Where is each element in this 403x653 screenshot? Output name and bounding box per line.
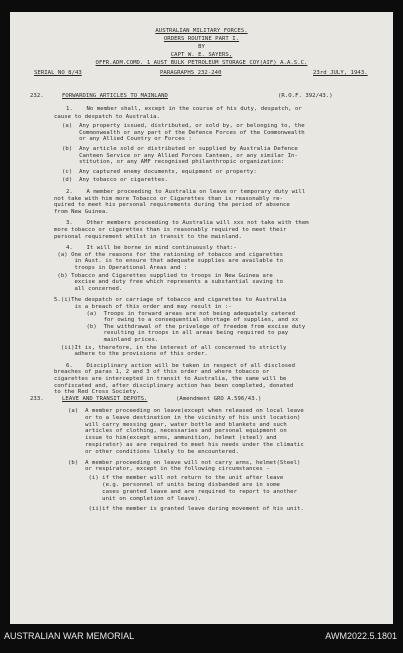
header-title: AUSTRALIAN MILITARY FORCES. <box>155 28 248 34</box>
text-line: Commonwealth or any part of the Defence Forces of the Commonwealth <box>62 130 305 136</box>
text-line: for owing to a consequential shortage of supplies, and xx <box>66 317 299 323</box>
text-line: resulting in troops in all areas being required to pay <box>66 330 289 336</box>
header-orders: ORDERS ROUTINE PART I. <box>163 36 240 42</box>
order-date: 23rd JULY, 1943. <box>313 70 368 76</box>
text-line: personal requirement whilst in transit to the mainland. <box>54 234 242 240</box>
text-line: (b) Tobacco and Cigarettes supplied to troops in New Guinea are <box>54 273 273 279</box>
text-line: (c) Any captured enemy documents, equipment or property: <box>62 169 257 175</box>
text-line: cause to despatch to Australia. <box>54 114 160 120</box>
text-line: more tobacco or cigarettes than is reasonably required to meet their <box>54 227 287 233</box>
text-line: (a) Troops in forward areas are not being adequately catered <box>66 311 295 317</box>
text-line: 5.(i)The despatch or carriage of tobacco and cigarettes to Australia <box>54 297 287 303</box>
text-line: all concerned. <box>54 286 123 292</box>
archive-reference: AWM2022.5.1801 <box>325 631 397 641</box>
text-line: 1. No member shall, except in the course of his duty, despatch, or <box>66 106 302 112</box>
text-line: 2. A member proceeding to Australia on leave or temporary duty will <box>66 189 306 195</box>
text-line: or respirator, except in the following circumstances - <box>68 466 270 472</box>
text-line: confiscated and, after disciplinary action has been completed, donated <box>54 383 294 389</box>
text-line: 3. Other members proceeding to Australia will xxx not take with them <box>66 220 309 226</box>
section-233-title: LEAVE AND TRANSIT DEPOTS. <box>62 396 148 402</box>
text-line: (d) Any tobacco or cigarettes. <box>62 177 168 183</box>
text-line: or any Allied Country or Forces : <box>62 136 192 142</box>
section-233-number: 233. <box>30 396 44 402</box>
text-line: to the Red Cross Society. <box>54 389 140 395</box>
text-line: mainland prices. <box>66 337 159 343</box>
text-line: 4. It will be borne in mind continuously that:- <box>66 245 237 251</box>
text-line: not take with him more Tobacco or Cigarettes than is reasonably re- <box>54 196 283 202</box>
serial-number: SERIAL NO 8/43 <box>34 70 82 76</box>
text-line: 6. Disciplinary action will be taken in respect of all disclosed <box>66 363 295 369</box>
header-by: BY <box>198 44 205 50</box>
text-line: or to a leave destination in the vicinity of his unit location) <box>68 415 301 421</box>
text-line: (ii)if the member is granted leave during movement of his unit. <box>68 506 304 512</box>
text-line: quired to meet his personal requirements during the period of absence <box>54 202 290 208</box>
text-line: (a) A member proceeding on leave(except when released on local leave <box>68 408 304 414</box>
text-line: is a breach of this order and may result in :- <box>54 304 232 310</box>
text-line: (ii)It is, therefore, in the interest of all concerned to strictly <box>54 345 287 351</box>
text-line: unit on completion of leave). <box>68 496 202 502</box>
text-line: (a) Any property issued, distributed, or sold by, or belonging to, the <box>62 123 305 129</box>
section-232-reference: (R.O.F. 392/43.) <box>278 93 333 99</box>
text-line: breaches of paras 1, 2 and 3 of this order and where tobacco or <box>54 369 270 375</box>
text-line: or other conditions likely to be encountered. <box>68 449 239 455</box>
section-233-reference: (Amendment GRO A.596/43.) <box>176 396 262 402</box>
paragraph-range: PARAGRAPHS 232-240 <box>160 70 222 76</box>
text-line: troops in Operational Areas and : <box>54 265 188 271</box>
section-232-title: FORWARDING ARTICLES TO MAINLAND <box>62 93 168 99</box>
text-line: cases granted leave and are required to report to another <box>68 489 297 495</box>
text-line: Canteen Service or any Allied Forces Canteen, or any similar In- <box>62 153 298 159</box>
section-232-number: 232. <box>30 93 44 99</box>
text-line: issue to him(except arms, ammunition, helmet (steel) and <box>68 435 277 441</box>
text-line: in Aust. is to ensure that adequate supplies are available to <box>54 258 283 264</box>
text-line: excise and duty free which represents a substantial saving to <box>54 279 283 285</box>
text-line: (a) One of the reasons for the rationing of tobacco and cigarettes <box>54 252 283 258</box>
text-line: (e.g. personnel of units being disbanded are in some <box>68 482 280 488</box>
text-line: (b) Any article sold or distributed or supplied by Australia Defence <box>62 146 298 152</box>
header-officer: CAPT W. E. SAYERS, <box>170 52 233 58</box>
text-line: respirator) as are required to meet his needs under the climatic <box>68 442 304 448</box>
text-line: articles of clothing, necessaries and personal equipment on <box>68 428 287 434</box>
text-line: will carry messing gear, water bottle and blankets and such <box>68 422 287 428</box>
text-line: cigarettes are intercepted in transit to Australia, the same will be <box>54 376 287 382</box>
text-line: (b) The withdrawal of the privelege of freedom from excise duty <box>66 324 306 330</box>
text-line: stitution, or any AMF recognised philanthropic organization: <box>62 159 285 165</box>
text-line: (i) if the member will not return to the unit after leave <box>68 475 284 481</box>
archive-credit: AUSTRALIAN WAR MEMORIAL <box>4 631 135 641</box>
text-line: (b) A member proceeding on leave will not carry arms, helmet(Steel) <box>68 460 301 466</box>
text-line: adhere to the provisions of this order. <box>54 351 208 357</box>
header-unit: OFFR.ADM.COMD. 1 AUST BULK PETROLEUM STORAGE COY(AIF) A.A.S.C. <box>95 60 308 66</box>
document-page <box>10 12 393 624</box>
text-line: from New Guinea. <box>54 209 109 215</box>
